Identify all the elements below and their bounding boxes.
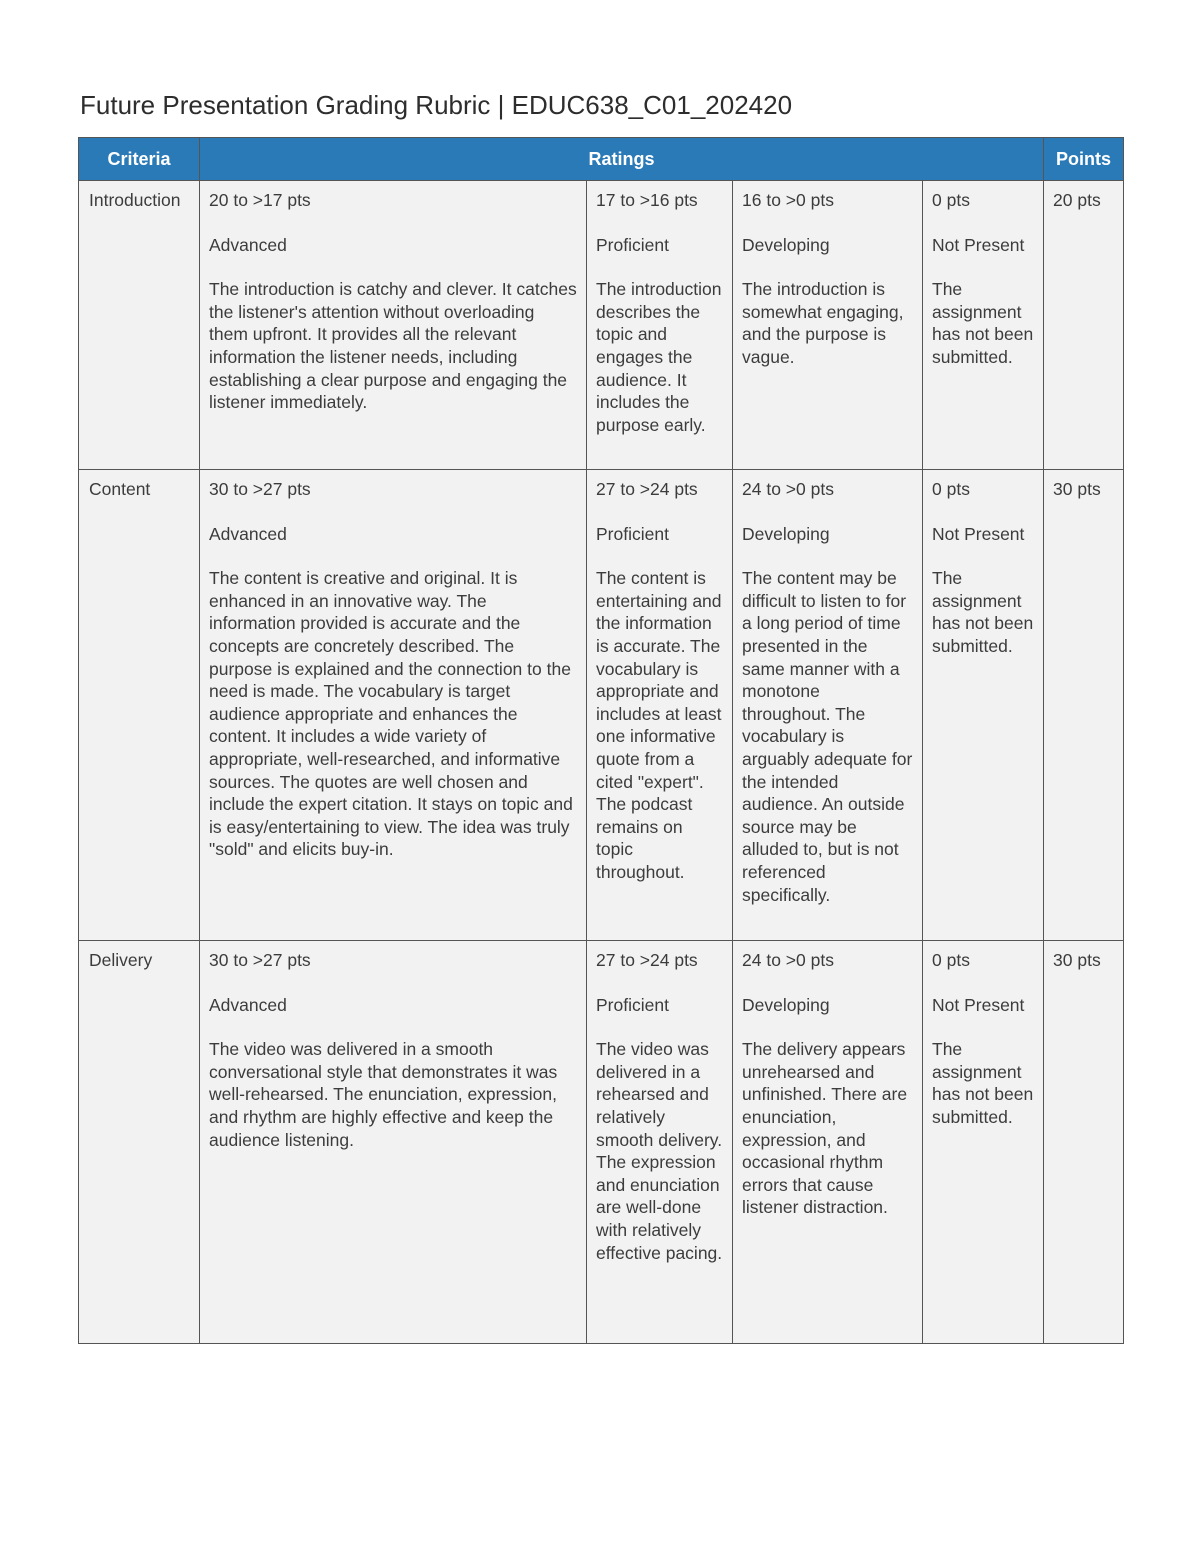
rating-description: The introduction is catchy and clever. It catches the listener's attention without overloading them upfront. It provides all the relevant information the listener needs, including establishing a clear purpose and engaging the listener immediately.: [209, 279, 577, 413]
rating-level: Advanced: [209, 994, 287, 1015]
rating-cell: [200, 470, 587, 941]
rating-description: The assignment has not been submitted.: [932, 279, 1034, 367]
rating-cell: [733, 470, 923, 941]
table-row-delivery: [79, 941, 1124, 1344]
rating-range: 30 to >27 pts: [209, 479, 311, 499]
table-row-introduction: [79, 181, 1124, 470]
rating-description: The assignment has not been submitted.: [932, 1039, 1034, 1127]
rating-range: 24 to >0 pts: [742, 479, 834, 499]
points-cell: 30 pts: [1044, 470, 1124, 941]
points-cell: 30 pts: [1044, 941, 1124, 1344]
page-title: Future Presentation Grading Rubric | EDUC638_C01_202420: [80, 90, 793, 120]
rating-range: 20 to >17 pts: [209, 190, 311, 210]
rating-range: 17 to >16 pts: [596, 190, 698, 210]
rating-level: Developing: [742, 234, 830, 255]
rating-level: Not Present: [932, 234, 1025, 255]
rating-range: 30 to >27 pts: [209, 950, 311, 970]
rating-cell: [923, 181, 1044, 470]
points-column-header: Points: [1044, 138, 1124, 181]
criteria-cell: Content: [79, 470, 200, 941]
rating-level: Advanced: [209, 523, 287, 544]
rating-description: The video was delivered in a rehearsed and relatively smooth delivery. The expression and enunciation are well-done with relatively effective pacing.: [596, 1039, 723, 1263]
criteria-cell: Delivery: [79, 941, 200, 1344]
rating-level: Not Present: [932, 523, 1025, 544]
rating-cell: [200, 181, 587, 470]
rating-range: 24 to >0 pts: [742, 950, 834, 970]
rating-range: 0 pts: [932, 479, 970, 499]
rating-cell: [733, 941, 923, 1344]
table-header-row: [79, 138, 1124, 181]
rating-cell: [200, 941, 587, 1344]
rating-range: 0 pts: [932, 190, 970, 210]
rating-cell: [923, 470, 1044, 941]
rating-level: Developing: [742, 523, 830, 544]
table-row-content: [79, 470, 1124, 941]
rating-description: The content may be difficult to listen to for a long period of time presented in the same manner with a monotone throughout. The vocabulary is arguably adequate for the intended audience. An outside source may be alluded to, but is not referenced specifically.: [742, 568, 913, 905]
rating-description: The content is creative and original. It is enhanced in an innovative way. The information provided is accurate and the concepts are concretely described. The purpose is explained and the connection to the need is made. The vocabulary is target audience appropriate and enhances the content. It includes a wide variety of appropriate, well-researched, and informative sources. The quotes are well chosen and include the expert citation. It stays on topic and is easy/entertaining to view. The idea was truly "sold" and elicits buy-in.: [209, 568, 573, 860]
criteria-column-header: Criteria: [79, 138, 200, 181]
rating-range: 27 to >24 pts: [596, 479, 698, 499]
rating-description: The delivery appears unrehearsed and unfinished. There are enunciation, expression, and occasional rhythm errors that cause listener distraction.: [742, 1039, 908, 1218]
rating-level: Proficient: [596, 994, 669, 1015]
rating-level: Developing: [742, 994, 830, 1015]
criteria-cell: Introduction: [79, 181, 200, 470]
points-cell: 20 pts: [1044, 181, 1124, 470]
rating-range: 27 to >24 pts: [596, 950, 698, 970]
rating-range: 16 to >0 pts: [742, 190, 834, 210]
rating-range: 0 pts: [932, 950, 970, 970]
ratings-column-header: Ratings: [200, 138, 1044, 181]
rating-cell: [733, 181, 923, 470]
rating-description: The content is entertaining and the information is accurate. The vocabulary is appropriate and includes at least one informative quote from a cited "expert". The podcast remains on topic throughout.: [596, 568, 722, 882]
rubric-table: [78, 137, 1124, 1344]
rating-cell: [587, 470, 733, 941]
rating-cell: [923, 941, 1044, 1344]
rating-description: The introduction describes the topic and engages the audience. It includes the purpose early.: [596, 279, 722, 435]
rating-description: The introduction is somewhat engaging, and the purpose is vague.: [742, 279, 904, 367]
rating-cell: [587, 181, 733, 470]
rating-level: Not Present: [932, 994, 1025, 1015]
rating-description: The assignment has not been submitted.: [932, 568, 1034, 656]
rating-level: Proficient: [596, 523, 669, 544]
rating-cell: [587, 941, 733, 1344]
rating-level: Advanced: [209, 234, 287, 255]
rating-level: Proficient: [596, 234, 669, 255]
rating-description: The video was delivered in a smooth conversational style that demonstrates it was well-rehearsed. The enunciation, expression, and rhythm are highly effective and keep the audience listening.: [209, 1039, 558, 1150]
